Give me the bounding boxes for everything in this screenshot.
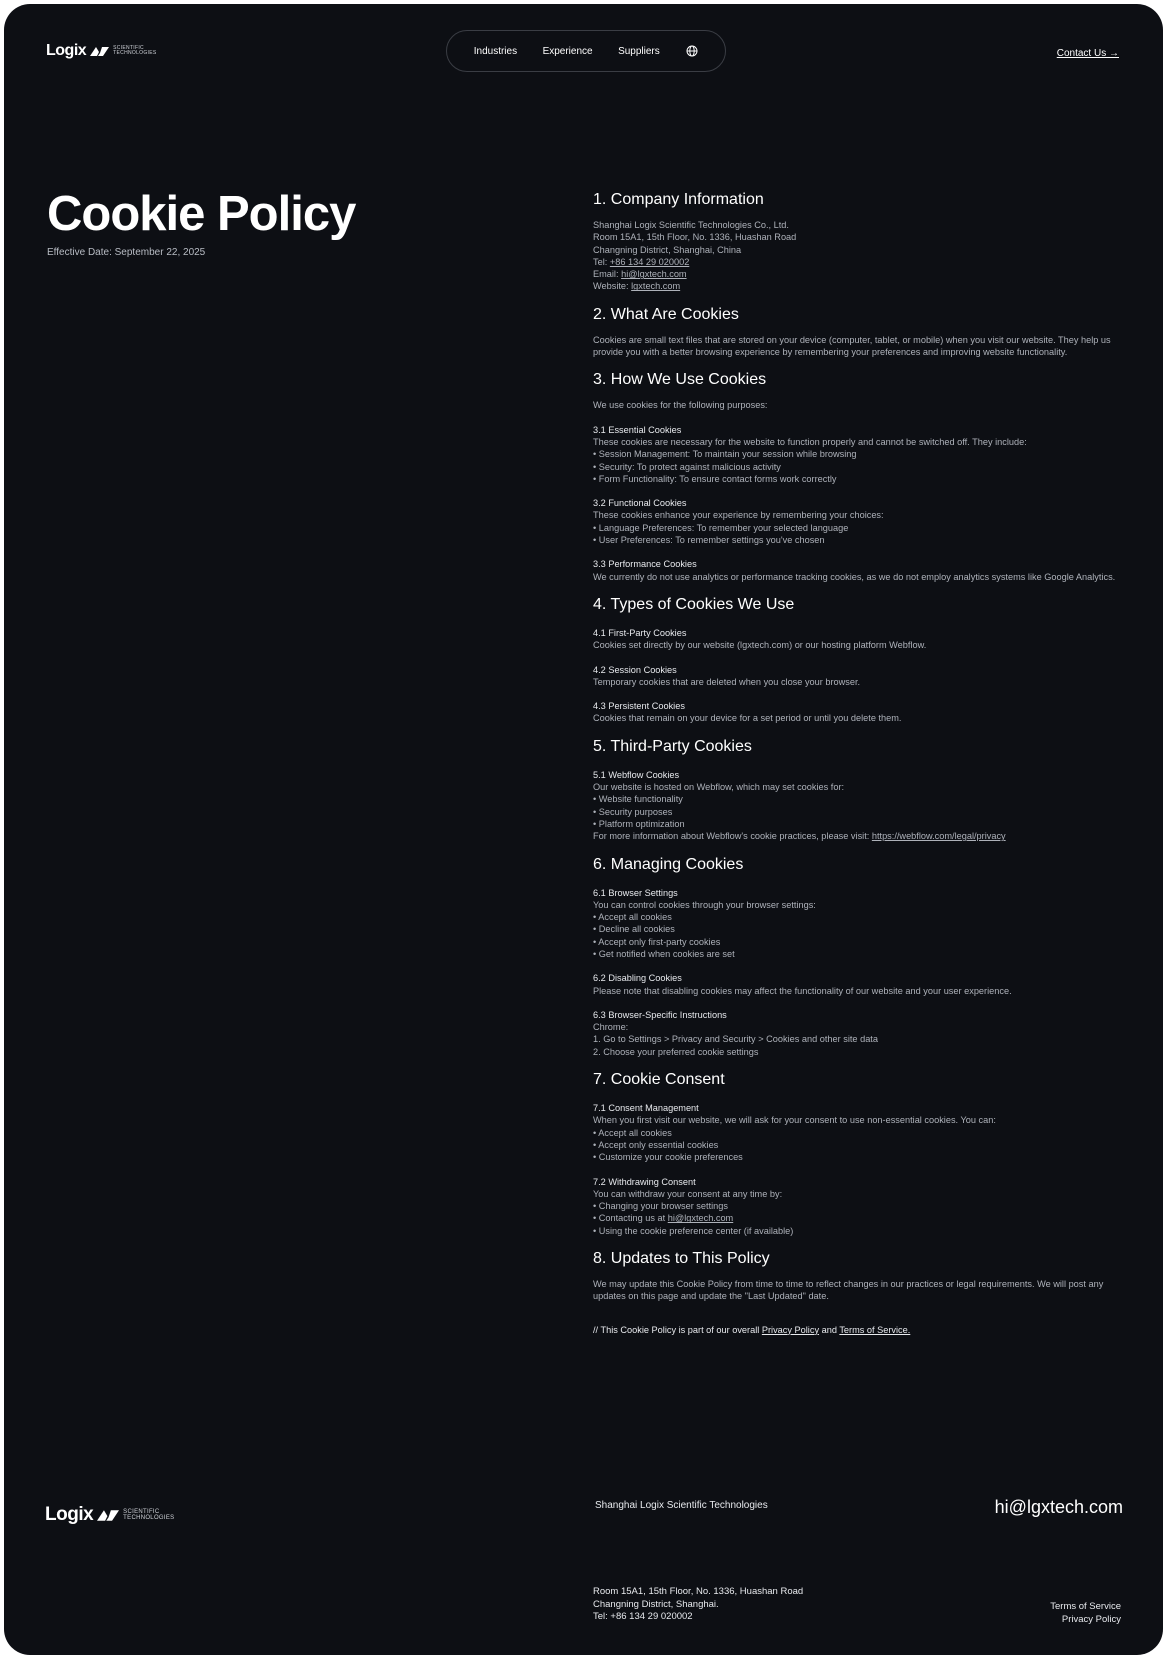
section-title: 4. Types of Cookies We Use xyxy=(593,595,795,613)
subsection-line: You can control cookies through your browser settings: xyxy=(593,899,816,910)
company-email xyxy=(593,268,1118,280)
section-title: 1. Company Information xyxy=(593,191,764,208)
subsection-text: Cookies set directly by our website (lgxtech.com) or our hosting platform Webflow. xyxy=(593,640,927,651)
logo-wordmark: Logix xyxy=(45,1504,94,1525)
globe-icon[interactable] xyxy=(685,45,698,58)
list-item: • Accept all cookies xyxy=(593,1127,672,1138)
list-item-text: • Contacting us at xyxy=(593,1213,668,1224)
subsection-line: You can withdraw your consent at any time by: xyxy=(593,1188,783,1199)
logo-wordmark: Logix xyxy=(46,42,87,59)
list-item: • Decline all cookies xyxy=(593,924,675,935)
list-item: • Security purposes xyxy=(593,806,673,817)
list-item: • Customize your cookie preferences xyxy=(593,1152,743,1163)
email-label: Email: xyxy=(593,269,622,280)
subsection-persistent xyxy=(593,700,1118,725)
subsection-consent-management xyxy=(593,1102,1118,1163)
subsection-line: Our website is hosted on Webflow, which may set cookies for: xyxy=(593,782,845,793)
subsection-performance xyxy=(593,558,1118,583)
subsection-browser-specific xyxy=(593,1009,1118,1058)
page-title: Cookie Policy xyxy=(47,187,356,241)
closing-note xyxy=(593,1325,1118,1335)
section-title: 5. Third-Party Cookies xyxy=(593,737,752,755)
closing-text: and xyxy=(819,1324,840,1335)
footer-tel: Tel: +86 134 29 020002 xyxy=(593,1611,693,1622)
section-title: 7. Cookie Consent xyxy=(593,1071,725,1089)
subsection-essential xyxy=(593,424,1118,485)
main-nav xyxy=(446,30,726,72)
footer-email-link[interactable]: hi@lgxtech.com xyxy=(994,1497,1123,1517)
closing-text: // This Cookie Policy is part of our overall xyxy=(593,1324,762,1335)
subsection-line: When you first visit our website, we will ask for your consent to use non-essential cookies. You can: xyxy=(593,1115,996,1126)
subsection-disabling xyxy=(593,972,1118,997)
section-title: 8. Updates to This Policy xyxy=(593,1250,770,1268)
list-item: • Session Management: To maintain your session while browsing xyxy=(593,449,857,460)
footer-company-name: Shanghai Logix Scientific Technologies xyxy=(595,1500,768,1511)
list-item: • Get notified when cookies are set xyxy=(593,948,735,959)
section-third-party xyxy=(593,737,1118,843)
subsection-session xyxy=(593,664,1118,689)
list-item: • Changing your browser settings xyxy=(593,1201,728,1212)
list-item xyxy=(593,1212,1118,1224)
section-how-we-use xyxy=(593,370,1118,583)
webflow-privacy-link[interactable]: https://webflow.com/legal/privacy xyxy=(871,831,1006,842)
company-address-line: Changning District, Shanghai, China xyxy=(593,244,742,255)
footer-address-line: Changning District, Shanghai. xyxy=(593,1598,719,1610)
company-name: Shanghai Logix Scientific Technologies Co., Ltd. xyxy=(593,220,789,230)
subsection-title: 4.3 Persistent Cookies xyxy=(593,701,685,712)
nav-item-industries[interactable]: Industries xyxy=(473,45,518,57)
terms-of-service-link[interactable]: Terms of Service. xyxy=(839,1324,911,1335)
company-address-line: Room 15A1, 15th Floor, No. 1336, Huashan Road xyxy=(593,232,797,243)
subsection-title: 6.2 Disabling Cookies xyxy=(593,973,682,984)
nav-item-experience[interactable]: Experience xyxy=(542,45,593,57)
section-text: We may update this Cookie Policy from time to time to reflect changes in our practices or legal requirements. We will post any updates on this page and update the "Last Updated" date. xyxy=(593,1279,1104,1302)
list-item: • Website functionality xyxy=(593,794,683,805)
subsection-title: 5.1 Webflow Cookies xyxy=(593,769,680,780)
list-item: • Security: To protect against malicious activity xyxy=(593,461,781,472)
privacy-policy-link[interactable]: Privacy Policy xyxy=(761,1324,820,1335)
subsection-text: We currently do not use analytics or performance tracking cookies, as we do not employ analytics systems like Google Analytics. xyxy=(593,571,1116,582)
subsection-text: Cookies that remain on your device for a set period or until you delete them. xyxy=(593,713,902,724)
subsection-line: Chrome: xyxy=(593,1022,629,1033)
section-managing xyxy=(593,855,1118,1059)
webflow-info-text: For more information about Webflow's cookie practices, please visit: xyxy=(593,831,872,842)
company-tel xyxy=(593,256,1118,268)
email-link[interactable]: hi@lgxtech.com xyxy=(667,1213,734,1224)
effective-date: Effective Date: September 22, 2025 xyxy=(47,247,206,258)
list-item: • Accept only essential cookies xyxy=(593,1139,719,1150)
subsection-title: 4.2 Session Cookies xyxy=(593,664,677,675)
subsection-webflow xyxy=(593,769,1118,843)
section-title: 3. How We Use Cookies xyxy=(593,371,767,389)
subsection-title: 7.1 Consent Management xyxy=(593,1103,699,1114)
subsection-title: 6.3 Browser-Specific Instructions xyxy=(593,1009,727,1020)
footer-address xyxy=(593,1586,803,1624)
tel-link[interactable]: +86 134 29 020002 xyxy=(609,256,690,267)
list-item: • Accept only first-party cookies xyxy=(593,936,721,947)
list-item: • User Preferences: To remember settings you've chosen xyxy=(593,535,825,546)
subsection-functional xyxy=(593,497,1118,546)
logo-tagline: SCIENTIFIC TECHNOLOGIES xyxy=(123,1509,175,1521)
section-types xyxy=(593,595,1118,725)
subsection-line: These cookies are necessary for the website to function properly and cannot be switched off. They include: xyxy=(593,436,1027,447)
list-item: 2. Choose your preferred cookie settings xyxy=(593,1046,759,1057)
subsection-browser-settings xyxy=(593,887,1118,961)
section-updates xyxy=(593,1249,1118,1303)
list-item: • Language Preferences: To remember your selected language xyxy=(593,522,849,533)
contact-us-link[interactable]: Contact Us → xyxy=(1056,48,1119,59)
subsection-title: 3.1 Essential Cookies xyxy=(593,424,682,435)
list-item: • Form Functionality: To ensure contact forms work correctly xyxy=(593,473,837,484)
logo-mark-icon xyxy=(97,1510,119,1521)
section-intro: We use cookies for the following purposes: xyxy=(593,400,768,411)
page-frame xyxy=(4,4,1163,1655)
subsection-line: These cookies enhance your experience by remembering your choices: xyxy=(593,510,884,521)
section-consent xyxy=(593,1070,1118,1237)
section-title: 6. Managing Cookies xyxy=(593,855,744,873)
section-what-are-cookies xyxy=(593,305,1118,359)
section-title: 2. What Are Cookies xyxy=(593,305,739,323)
section-company-info xyxy=(593,190,1118,293)
nav-item-suppliers[interactable]: Suppliers xyxy=(618,45,660,57)
list-item: 1. Go to Settings > Privacy and Security > Cookies and other site data xyxy=(593,1034,878,1045)
subsection-title: 7.2 Withdrawing Consent xyxy=(593,1176,696,1187)
policy-content xyxy=(593,190,1118,1335)
list-item: • Using the cookie preference center (if available) xyxy=(593,1225,794,1236)
website-link[interactable]: lgxtech.com xyxy=(631,281,681,292)
list-item: • Accept all cookies xyxy=(593,912,672,923)
subsection-title: 3.3 Performance Cookies xyxy=(593,559,697,570)
logo-mark-icon xyxy=(90,47,109,56)
website-label: Website: xyxy=(593,281,632,292)
tel-label: Tel: xyxy=(593,256,610,267)
footer-terms-link[interactable]: Terms of Service xyxy=(1050,1601,1121,1612)
list-item: • Platform optimization xyxy=(593,818,685,829)
webflow-info xyxy=(593,830,1118,842)
logo[interactable] xyxy=(46,42,157,60)
subsection-title: 4.1 First-Party Cookies xyxy=(593,627,687,638)
subsection-title: 3.2 Functional Cookies xyxy=(593,498,687,509)
subsection-first-party xyxy=(593,627,1118,652)
section-text: Cookies are small text files that are stored on your device (computer, tablet, or mobile) when you visit our website. They help us provide you with a better browsing experience by remembering your preferences and improving website functionality. xyxy=(593,334,1111,358)
email-link[interactable]: hi@lgxtech.com xyxy=(621,269,687,280)
footer-logo[interactable] xyxy=(45,1504,174,1526)
subsection-text: Temporary cookies that are deleted when you close your browser. xyxy=(593,676,861,687)
footer-legal-links xyxy=(1050,1601,1121,1626)
subsection-text: Please note that disabling cookies may affect the functionality of our website and your user experience. xyxy=(593,985,1012,996)
subsection-withdrawing xyxy=(593,1176,1118,1237)
footer-privacy-link[interactable]: Privacy Policy xyxy=(1061,1613,1121,1625)
logo-tagline: SCIENTIFIC TECHNOLOGIES xyxy=(113,45,157,56)
footer-address-line: Room 15A1, 15th Floor, No. 1336, Huashan Road xyxy=(593,1586,804,1597)
subsection-title: 6.1 Browser Settings xyxy=(593,887,678,898)
company-website xyxy=(593,280,1118,292)
